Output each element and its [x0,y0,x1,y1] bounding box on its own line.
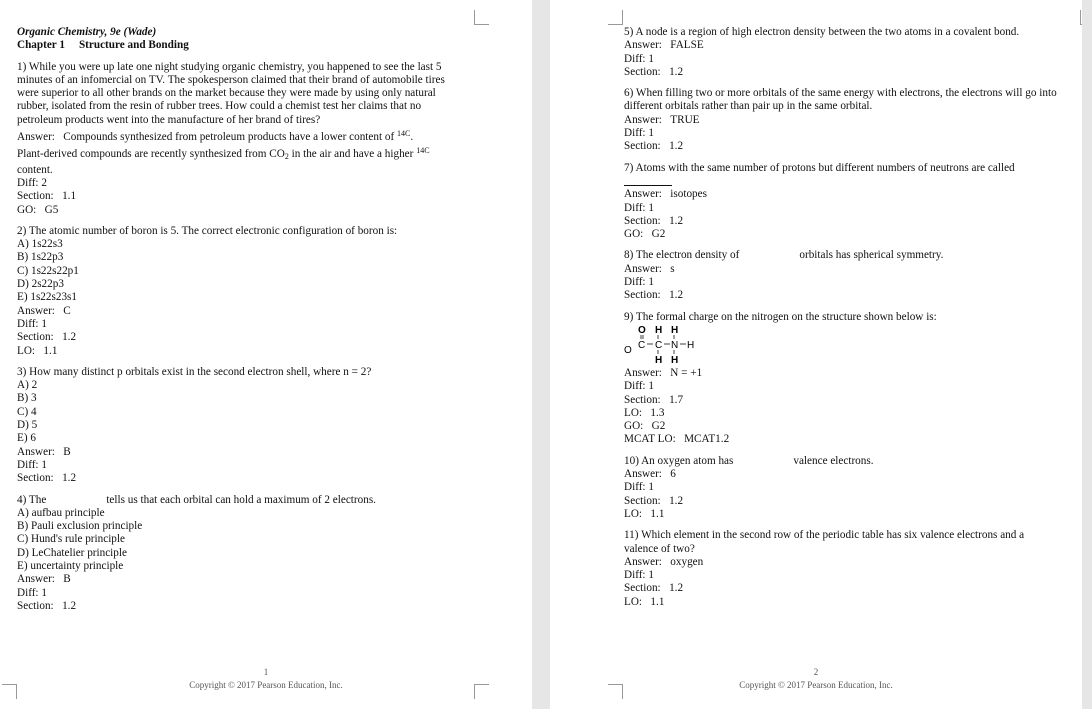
question-text: valence of two? [624,542,695,555]
crop-mark [474,10,489,25]
diff-line: Diff: 1 [17,458,47,471]
copyright-footer: Copyright © 2017 Pearson Education, Inc. [739,680,893,690]
answer-line: Plant-derived compounds are recently synthesized from $CO_2$ in the air and have a higher $^{14C}$ [17,146,430,162]
option-b: B) 3 [17,392,37,405]
svg-text:H: H [655,354,663,364]
answer-line: Answer: B [17,573,71,586]
section-line: Section: 1.2 [624,214,684,227]
section-line: Section: 1.2 [17,472,77,485]
question-text: 3) How many distinct p orbitals exist in the second electron shell, where n = 2? [17,365,372,378]
option-e: E) uncertainty principle [17,559,124,572]
answer-line: Answer: 6 [624,468,676,481]
question-text: petroleum products went into the manufacture of her brand of tires? [17,113,321,126]
question-text: 8) The electron density of orbitals has spherical symmetry. [624,249,944,262]
svg-text:C: C [655,339,663,351]
diff-line: Diff: 1 [624,276,654,289]
answer-line: Answer: s [624,262,675,275]
option-b: B) 1s22p3 [17,251,64,264]
answer-line: content. [17,163,53,176]
question-text: different orbitals rather than pair up in the same orbital. [624,100,873,113]
document-page-2 [550,0,1082,709]
section-line: Section: 1.2 [624,140,684,153]
question-2 [17,225,465,358]
question-4 [17,494,465,614]
answer-line: Answer: B [17,445,71,458]
option-b: B) Pauli exclusion principle [17,520,143,533]
diff-line: Diff: 1 [624,201,654,214]
go-line: GO: G5 [17,203,59,216]
question-text: 7) Atoms with the same number of protons but different numbers of neutrons are called [624,161,1015,174]
option-d: D) LeChatelier principle [17,546,127,559]
option-c: C) Hund's rule principle [17,533,125,546]
svg-text:N: N [671,339,679,351]
go-line: GO: G2 [624,228,666,241]
diff-line: Diff: 2 [17,176,47,189]
section-line: Section: 1.1 [17,190,77,203]
section-line: Section: 1.2 [624,582,684,595]
option-c: C) 1s22s22p1 [17,264,79,277]
question-text: were superior to all other brands on the market because they were made by using only natural [17,87,436,100]
question-text: 1) While you were up late one night studying organic chemistry, you happened to see the last 5 [17,60,442,73]
answer-line: Answer: FALSE [624,39,704,52]
question-text: 11) Which element in the second row of the periodic table has six valence electrons and a [624,529,1025,542]
answer-line: Answer: Compounds synthesized from petroleum products have a lower content of $^{14C}$. [17,129,414,144]
question-8 [624,249,1082,302]
svg-text:H: H [687,339,695,351]
section-line: Section: 1.2 [624,65,684,78]
lo-line: LO: 1.3 [624,406,665,419]
section-line: Section: 1.2 [624,494,684,507]
diff-line: Diff: 1 [624,52,654,65]
option-a: A) aufbau principle [17,506,105,519]
copyright-footer: Copyright © 2017 Pearson Education, Inc. [189,680,343,690]
option-a: A) 1s22s3 [17,238,63,251]
answer-line: Answer: isotopes [624,188,707,201]
svg-text:H: H [671,354,679,364]
question-7 [624,162,1082,242]
option-d: D) 5 [17,419,38,432]
option-d: D) 2s22p3 [17,278,64,291]
question-text: 10) An oxygen atom has valence electrons. [624,454,874,467]
diff-line: Diff: 1 [624,569,654,582]
question-text: 2) The atomic number of boron is 5. The correct electronic configuration of boron is: [17,224,398,237]
svg-text:O: O [624,344,632,356]
question-3 [17,366,465,486]
question-6 [624,87,1082,153]
answer-line: Answer: TRUE [624,113,700,126]
question-10 [624,455,1082,521]
page-2-content [624,26,1082,609]
go-line: GO: G2 [624,420,666,433]
lo-line: LO: 1.1 [624,595,665,608]
question-text: 6) When filling two or more orbitals of the same energy with electrons, the electrons will go into [624,87,1057,100]
structure-diagram [624,324,734,364]
crop-mark [608,10,623,25]
section-line: Section: 1.2 [624,289,684,302]
question-text: minutes of an infomercial on TV. The spokesperson claimed that their brand of automobile tires [17,73,445,86]
question-text: 9) The formal charge on the nitrogen on the structure shown below is: [624,310,937,323]
svg-text:H: H [671,324,679,336]
question-9 [624,311,1082,447]
question-text: 4) The tells us that each orbital can hold a maximum of 2 electrons. [17,493,376,506]
diff-line: Diff: 1 [624,127,654,140]
answer-line: Answer: oxygen [624,555,704,568]
page-number: 2 [813,667,819,677]
svg-text:H: H [655,324,663,336]
answer-blank [624,175,1082,188]
question-5 [624,26,1082,79]
section-line: Section: 1.7 [624,393,684,406]
document-page-1 [0,0,532,709]
lo-line: LO: 1.1 [624,507,665,520]
book-title: Organic Chemistry, 9e (Wade) [17,26,157,38]
svg-text:C: C [638,339,646,351]
page-1-content [17,26,465,613]
diff-line: Diff: 1 [624,481,654,494]
option-a: A) 2 [17,379,38,392]
molecule-structure [624,324,1082,367]
diff-line: Diff: 1 [17,317,47,330]
mcat-lo-line: MCAT LO: MCAT1.2 [624,433,730,446]
section-line: Section: 1.2 [17,599,77,612]
chapter-heading: Chapter 1 Structure and Bonding [17,39,189,52]
svg-text:O: O [638,324,646,336]
question-text: rubber, isolated from the resin of rubber trees. How could a chemist test her claims that no [17,100,422,113]
crop-mark [1080,10,1082,25]
option-e: E) 6 [17,432,36,445]
question-text: 5) A node is a region of high electron density between the two atoms in a covalent bond. [624,26,1020,38]
diff-line: Diff: 1 [624,380,654,393]
question-11 [624,529,1082,609]
answer-line: Answer: N = +1 [624,366,703,379]
lo-line: LO: 1.1 [17,344,58,357]
option-c: C) 4 [17,405,37,418]
page-number: 1 [263,667,269,677]
question-1 [17,61,465,217]
option-e: E) 1s22s23s1 [17,291,77,304]
answer-line: Answer: C [17,304,71,317]
section-line: Section: 1.2 [17,331,77,344]
diff-line: Diff: 1 [17,586,47,599]
